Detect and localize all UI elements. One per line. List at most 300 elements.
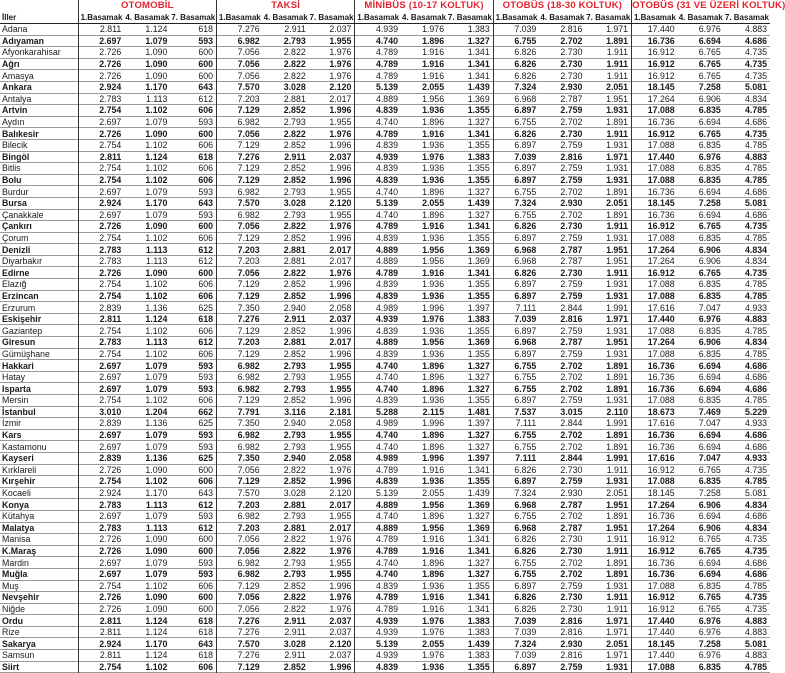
value-cell: 593	[198, 441, 214, 452]
value-cell: 2.730	[560, 546, 583, 557]
value-cell: 6.982	[217, 510, 263, 522]
value-cell: 6.755	[493, 360, 539, 372]
value-cell: 1.355	[467, 105, 490, 116]
value-cell: 1.369	[467, 337, 490, 348]
value-cell: 6.765	[698, 603, 721, 614]
value-cell: 2.787	[560, 93, 583, 104]
value-cell: 600	[198, 128, 214, 139]
value-cell: 2.816	[560, 151, 583, 162]
value-cell: 6.835	[698, 232, 721, 243]
value-cell: 2.730	[560, 59, 583, 70]
value-cell: 1.936	[422, 325, 445, 336]
value-cell: 2.822	[283, 464, 306, 475]
column-header-basamak-7: 7. Basamak	[171, 13, 216, 22]
value-cell: 600	[198, 267, 214, 278]
value-cell: 4.789	[355, 58, 401, 70]
value-cell: 606	[198, 232, 214, 243]
table-row	[0, 464, 770, 476]
value-cell: 2.839	[78, 452, 124, 464]
value-cell: 4.933	[744, 302, 767, 313]
value-cell: 1.951	[606, 522, 629, 533]
value-cell: 6.694	[698, 430, 721, 441]
value-cell: 2.726	[78, 545, 124, 557]
table-row	[0, 337, 770, 349]
table-row	[0, 47, 770, 59]
value-cell: 4.785	[744, 140, 767, 151]
value-cell: 606	[198, 105, 214, 116]
value-cell: 6.755	[493, 186, 539, 198]
value-cell: 600	[198, 534, 214, 545]
group-header-minibus: MİNİBÜS (10-17 KOLTUK)	[355, 0, 493, 12]
value-cell: 2.697	[78, 360, 124, 372]
value-cell: 2.852	[283, 325, 306, 336]
value-cell: 1.896	[422, 372, 445, 383]
value-cell: 7.056	[217, 545, 263, 557]
value-cell: 1.976	[422, 627, 445, 638]
city-cell: Sakarya	[2, 638, 36, 649]
value-cell: 1.911	[606, 267, 629, 278]
value-cell: 2.930	[560, 198, 583, 209]
value-cell: 1.955	[329, 360, 352, 371]
value-cell: 1.369	[467, 499, 490, 510]
value-cell: 1.113	[146, 93, 168, 104]
value-cell: 4.889	[355, 255, 401, 267]
value-cell: 1.976	[329, 128, 352, 139]
value-cell: 1.956	[422, 256, 445, 267]
value-cell: 7.203	[217, 522, 263, 534]
value-cell: 17.264	[632, 93, 678, 105]
value-cell: 16.912	[632, 70, 678, 82]
value-cell: 4.839	[355, 163, 401, 175]
value-cell: 6.976	[698, 650, 721, 661]
value-cell: 7.129	[217, 348, 263, 360]
value-cell: 16.912	[632, 603, 678, 615]
value-cell: 7.324	[493, 638, 539, 650]
value-cell: 6.755	[493, 441, 539, 453]
value-cell: 4.740	[355, 568, 401, 580]
value-cell: 6.826	[493, 592, 539, 604]
value-cell: 4.686	[744, 383, 767, 394]
value-cell: 4.834	[744, 499, 767, 510]
value-cell: 2.852	[283, 140, 306, 151]
value-cell: 1.170	[145, 82, 168, 93]
value-cell: 6.835	[698, 325, 721, 336]
value-cell: 1.102	[145, 175, 168, 186]
table-row	[0, 24, 770, 36]
value-cell: 4.686	[744, 569, 767, 580]
value-cell: 16.736	[632, 360, 678, 372]
value-cell: 1.976	[329, 221, 352, 232]
value-cell: 1.327	[467, 186, 490, 197]
value-cell: 4.735	[744, 534, 767, 545]
value-cell: 2.037	[329, 615, 352, 626]
value-cell: 2.759	[560, 105, 583, 116]
group-header-taksi: TAKSİ	[217, 0, 355, 12]
value-cell: 6.755	[493, 557, 539, 569]
value-cell: 1.931	[606, 232, 629, 243]
city-cell: Manisa	[2, 534, 31, 545]
value-cell: 6.835	[698, 580, 721, 591]
value-cell: 6.765	[698, 47, 721, 58]
value-cell: 1.170	[145, 638, 168, 649]
value-cell: 1.102	[145, 325, 168, 336]
value-cell: 4.785	[744, 348, 767, 359]
table-row	[0, 476, 770, 488]
value-cell: 618	[198, 627, 214, 638]
value-cell: 5.139	[355, 197, 401, 209]
value-cell: 1.976	[329, 546, 352, 557]
value-cell: 6.694	[698, 569, 721, 580]
value-cell: 7.129	[217, 232, 263, 244]
value-cell: 2.754	[78, 661, 124, 673]
value-cell: 4.889	[355, 244, 401, 256]
value-cell: 2.911	[284, 615, 306, 626]
value-cell: 6.906	[698, 522, 721, 533]
city-cell: Artvin	[2, 105, 28, 116]
value-cell: 4.933	[744, 418, 767, 429]
value-cell: 1.136	[145, 453, 168, 464]
value-cell: 2.726	[78, 128, 124, 140]
value-cell: 7.537	[493, 406, 539, 418]
value-cell: 2.811	[78, 24, 124, 36]
value-cell: 2.058	[329, 453, 352, 464]
value-cell: 1.931	[606, 279, 629, 290]
value-cell: 7.570	[217, 197, 263, 209]
value-cell: 7.258	[698, 638, 721, 649]
value-cell: 2.811	[78, 626, 124, 638]
value-cell: 2.730	[560, 534, 583, 545]
value-cell: 2.881	[283, 337, 306, 348]
value-cell: 6.982	[217, 383, 263, 395]
value-cell: 2.697	[78, 116, 124, 128]
value-cell: 17.440	[632, 626, 678, 638]
table-row	[0, 534, 770, 546]
value-cell: 1.976	[329, 267, 352, 278]
value-cell: 1.891	[606, 557, 629, 568]
value-cell: 1.911	[606, 70, 629, 81]
value-cell: 4.789	[355, 128, 401, 140]
value-cell: 17.088	[632, 163, 678, 175]
value-cell: 2.697	[78, 35, 124, 47]
value-cell: 1.931	[606, 395, 629, 406]
value-cell: 6.694	[698, 186, 721, 197]
subheader-row	[0, 12, 770, 24]
value-cell: 1.936	[422, 395, 445, 406]
column-header-basamak-4: 4. Basamak	[263, 13, 308, 22]
value-cell: 7.056	[217, 58, 263, 70]
value-cell: 643	[198, 638, 214, 649]
value-cell: 4.785	[744, 105, 767, 116]
value-cell: 2.793	[283, 360, 306, 371]
value-cell: 2.051	[606, 638, 629, 649]
value-cell: 1.439	[467, 82, 490, 93]
value-cell: 2.120	[329, 488, 352, 499]
city-cell: Konya	[2, 499, 29, 510]
value-cell: 606	[198, 279, 214, 290]
value-cell: 1.896	[422, 35, 445, 46]
value-cell: 1.931	[606, 140, 629, 151]
city-cell: Hatay	[2, 372, 25, 383]
value-cell: 2.730	[560, 592, 583, 603]
value-cell: 7.111	[493, 418, 539, 430]
value-cell: 7.039	[493, 615, 539, 627]
city-cell: Nevşehir	[2, 592, 40, 603]
value-cell: 2.120	[329, 638, 352, 649]
value-cell: 1.976	[422, 650, 445, 661]
value-cell: 7.039	[493, 313, 539, 325]
value-cell: 1.439	[467, 488, 490, 499]
value-cell: 1.936	[422, 232, 445, 243]
value-cell: 1.341	[467, 47, 490, 58]
value-cell: 4.989	[355, 452, 401, 464]
table-row	[0, 650, 770, 662]
value-cell: 2.051	[606, 488, 629, 499]
value-cell: 6.897	[493, 395, 539, 407]
value-cell: 1.931	[606, 348, 629, 359]
value-cell: 6.755	[493, 383, 539, 395]
value-cell: 6.968	[493, 255, 539, 267]
value-cell: 6.835	[698, 105, 721, 116]
value-cell: 1.439	[467, 638, 490, 649]
city-cell: Bitlis	[2, 163, 21, 174]
value-cell: 17.264	[632, 337, 678, 349]
table-row	[0, 128, 770, 140]
value-cell: 1.383	[467, 650, 490, 661]
value-cell: 1.102	[145, 476, 168, 487]
value-cell: 1.996	[329, 105, 352, 116]
value-cell: 1.951	[606, 337, 629, 348]
value-cell: 1.916	[422, 464, 445, 475]
value-cell: 2.120	[329, 198, 352, 209]
value-cell: 2.754	[78, 279, 124, 291]
value-cell: 1.327	[467, 209, 490, 220]
value-cell: 2.844	[560, 302, 583, 313]
value-cell: 3.028	[283, 198, 306, 209]
table-row	[0, 139, 770, 151]
value-cell: 7.570	[217, 638, 263, 650]
value-cell: 18.145	[632, 197, 678, 209]
value-cell: 4.686	[744, 511, 767, 522]
value-cell: 4.839	[355, 279, 401, 291]
value-cell: 2.793	[283, 35, 306, 46]
value-cell: 6.976	[698, 615, 721, 626]
city-cell: Kırklareli	[2, 464, 37, 475]
value-cell: 17.264	[632, 499, 678, 511]
value-cell: 1.355	[467, 290, 490, 301]
table-row	[0, 452, 770, 464]
value-cell: 1.951	[606, 499, 629, 510]
value-cell: 1.976	[329, 47, 352, 58]
value-cell: 593	[198, 186, 214, 197]
table-row	[0, 557, 770, 569]
column-header-basamak-1: 1.Basamak	[493, 12, 539, 24]
value-cell: 17.264	[632, 522, 678, 534]
value-cell: 2.787	[560, 337, 583, 348]
value-cell: 6.826	[493, 58, 539, 70]
value-cell: 1.891	[606, 383, 629, 394]
value-cell: 7.570	[217, 487, 263, 499]
value-cell: 16.736	[632, 35, 678, 47]
table-row	[0, 568, 770, 580]
value-cell: 2.037	[329, 627, 352, 638]
value-cell: 4.834	[744, 93, 767, 104]
value-cell: 1.916	[422, 59, 445, 70]
value-cell: 1.170	[145, 198, 168, 209]
value-cell: 2.702	[560, 372, 583, 383]
city-cell: Çankırı	[2, 221, 32, 232]
value-cell: 17.088	[632, 105, 678, 117]
table-row	[0, 93, 770, 105]
value-cell: 6.968	[493, 93, 539, 105]
table-row	[0, 186, 770, 198]
value-cell: 6.982	[217, 371, 263, 383]
value-cell: 1.327	[467, 372, 490, 383]
value-cell: 606	[198, 348, 214, 359]
value-cell: 1.481	[467, 406, 490, 417]
table-row	[0, 302, 770, 314]
table-row	[0, 290, 770, 302]
value-cell: 1.996	[329, 163, 352, 174]
value-cell: 1.102	[145, 290, 168, 301]
value-cell: 2.816	[560, 650, 583, 661]
table-row	[0, 255, 770, 267]
value-cell: 7.258	[698, 82, 721, 93]
value-cell: 16.912	[632, 58, 678, 70]
value-cell: 4.686	[744, 35, 767, 46]
value-cell: 2.852	[283, 175, 306, 186]
value-cell: 7.056	[217, 464, 263, 476]
value-cell: 1.911	[606, 128, 629, 139]
value-cell: 7.350	[217, 418, 263, 430]
table-row	[0, 267, 770, 279]
value-cell: 1.355	[467, 348, 490, 359]
city-cell: Giresun	[2, 337, 36, 348]
value-cell: 1.971	[606, 627, 629, 638]
value-cell: 6.765	[698, 546, 721, 557]
value-cell: 1.124	[145, 615, 168, 626]
value-cell: 1.896	[422, 383, 445, 394]
value-cell: 5.288	[355, 406, 401, 418]
value-cell: 4.939	[355, 615, 401, 627]
value-cell: 2.787	[560, 499, 583, 510]
value-cell: 1.976	[422, 24, 445, 35]
value-cell: 1.891	[606, 360, 629, 371]
value-cell: 6.835	[698, 175, 721, 186]
value-cell: 1.113	[145, 522, 168, 533]
value-cell: 1.911	[606, 546, 629, 557]
value-cell: 2.702	[560, 209, 583, 220]
value-cell: 2.783	[78, 337, 124, 349]
value-cell: 1.976	[422, 314, 445, 325]
value-cell: 1.102	[145, 580, 168, 591]
value-cell: 6.826	[493, 464, 539, 476]
value-cell: 7.056	[217, 128, 263, 140]
value-cell: 1.124	[145, 151, 168, 162]
value-cell: 2.940	[283, 302, 306, 313]
value-cell: 6.982	[217, 429, 263, 441]
value-cell: 4.789	[355, 267, 401, 279]
value-cell: 2.697	[78, 429, 124, 441]
city-cell: Kastamonu	[2, 441, 47, 452]
value-cell: 4.834	[744, 244, 767, 255]
value-cell: 618	[198, 615, 214, 626]
value-cell: 4.785	[744, 580, 767, 591]
column-header-basamak-1: 1.Basamak	[632, 12, 678, 24]
value-cell: 6.897	[493, 661, 539, 673]
value-cell: 1.896	[422, 209, 445, 220]
value-cell: 1.327	[467, 511, 490, 522]
column-header-basamak-4: 4. Basamak	[125, 13, 170, 22]
value-cell: 600	[198, 592, 214, 603]
city-cell: Balıkesir	[2, 128, 39, 139]
value-cell: 1.383	[467, 314, 490, 325]
table-row	[0, 325, 770, 337]
value-cell: 2.697	[78, 383, 124, 395]
value-cell: 1.896	[422, 186, 445, 197]
value-cell: 4.889	[355, 522, 401, 534]
value-cell: 1.916	[422, 70, 445, 81]
value-cell: 2.811	[78, 650, 124, 662]
value-cell: 6.835	[698, 395, 721, 406]
value-cell: 612	[198, 93, 214, 104]
value-cell: 3.028	[283, 488, 306, 499]
value-cell: 1.090	[145, 59, 168, 70]
value-cell: 6.694	[698, 383, 721, 394]
value-cell: 1.327	[467, 569, 490, 580]
table-row	[0, 487, 770, 499]
value-cell: 1.991	[606, 418, 629, 429]
table-row	[0, 661, 770, 673]
value-cell: 2.822	[283, 70, 306, 81]
value-cell: 1.891	[606, 511, 629, 522]
value-cell: 1.327	[467, 117, 490, 128]
value-cell: 4.839	[355, 348, 401, 360]
value-cell: 6.968	[493, 337, 539, 349]
value-cell: 2.726	[78, 58, 124, 70]
value-cell: 2.911	[284, 314, 306, 325]
value-cell: 7.276	[217, 24, 263, 36]
value-cell: 2.181	[329, 406, 352, 417]
value-cell: 1.113	[145, 244, 168, 255]
value-cell: 4.686	[744, 209, 767, 220]
value-cell: 4.939	[355, 151, 401, 163]
value-cell: 600	[198, 70, 214, 81]
value-cell: 2.793	[283, 372, 306, 383]
value-cell: 2.911	[284, 151, 306, 162]
table-row	[0, 522, 770, 534]
value-cell: 18.145	[632, 638, 678, 650]
value-cell: 612	[198, 244, 214, 255]
city-cell: Siirt	[2, 661, 20, 672]
value-cell: 7.258	[698, 488, 721, 499]
value-cell: 1.896	[422, 360, 445, 371]
table-row	[0, 638, 770, 650]
value-cell: 2.115	[422, 406, 445, 417]
value-cell: 4.740	[355, 557, 401, 569]
value-cell: 593	[198, 557, 214, 568]
table-row	[0, 70, 770, 82]
value-cell: 2.793	[283, 186, 306, 197]
value-cell: 4.889	[355, 93, 401, 105]
column-header-basamak-7: 7. Basamak	[309, 13, 354, 22]
group-header-otomobil: OTOMOBİL	[78, 0, 216, 12]
value-cell: 2.754	[78, 290, 124, 302]
city-cell: Antalya	[2, 93, 32, 104]
table-row	[0, 244, 770, 256]
value-cell: 6.897	[493, 290, 539, 302]
value-cell: 1.355	[467, 163, 490, 174]
value-cell: 2.844	[560, 453, 583, 464]
